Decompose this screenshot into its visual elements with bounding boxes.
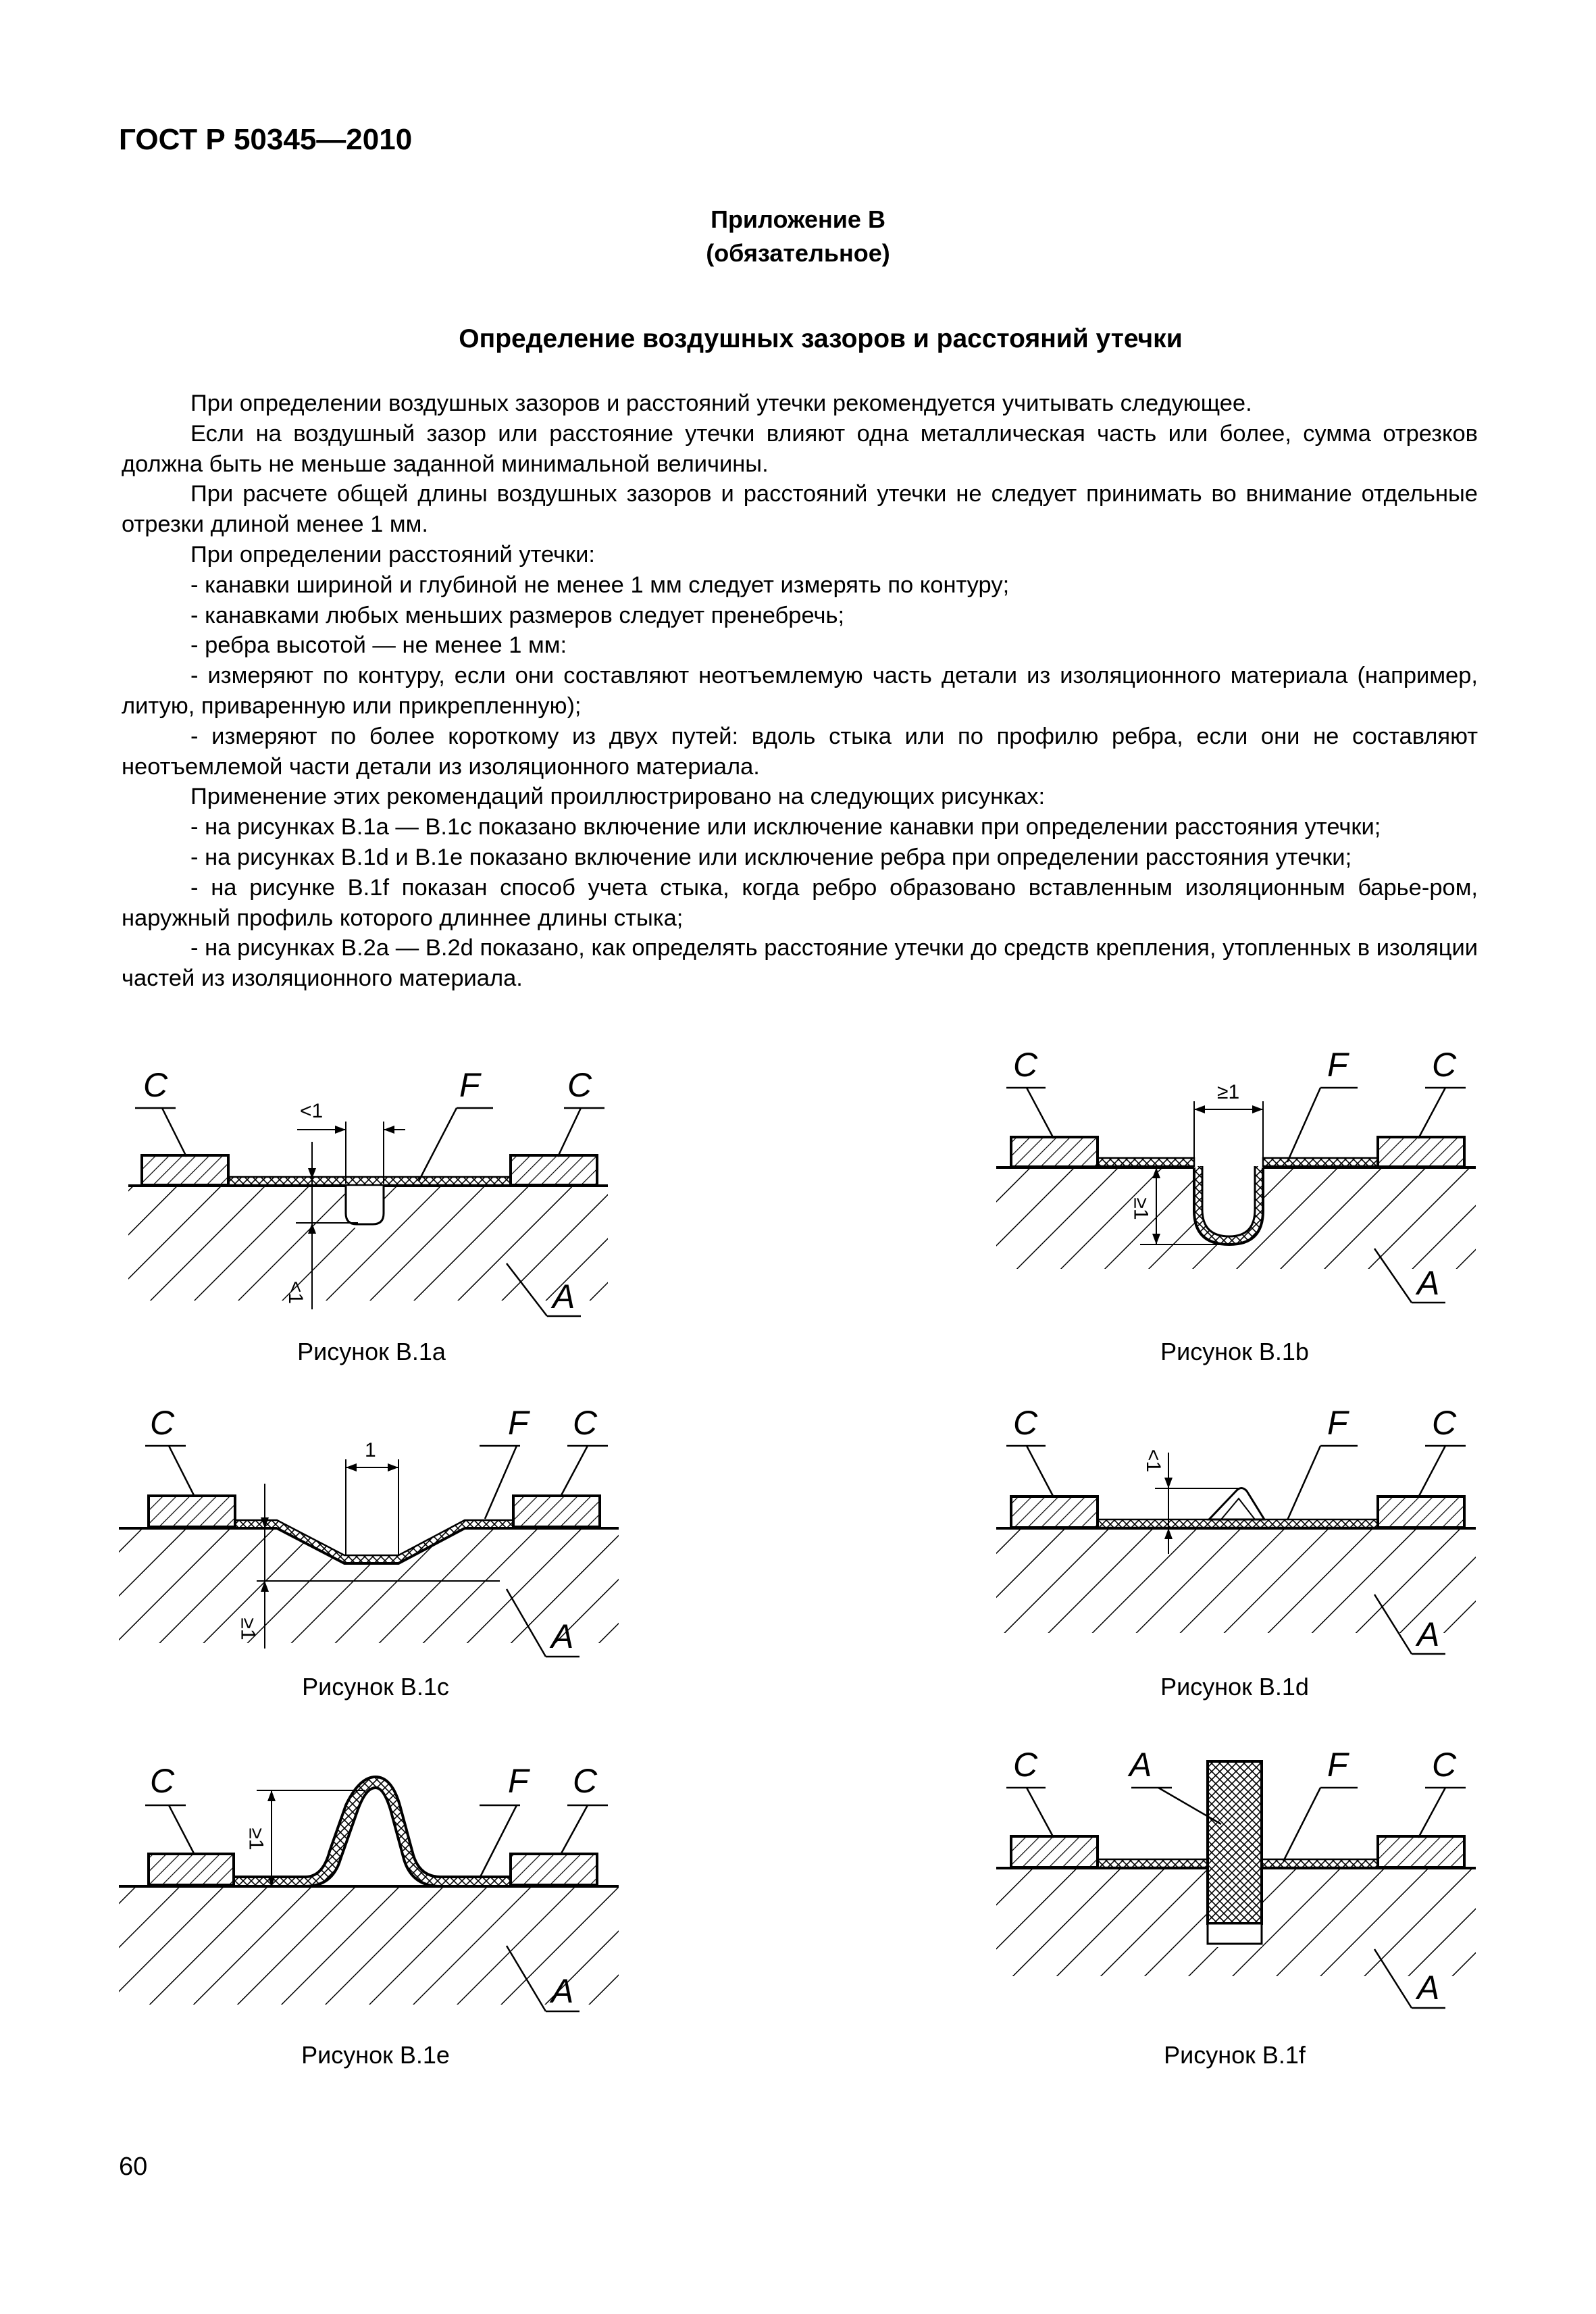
figure-b1a: [128, 1108, 608, 1316]
dim-height: <1: [1142, 1449, 1165, 1473]
label-a-barrier: A: [1129, 1746, 1152, 1784]
page-number: 60: [119, 2153, 148, 2181]
label-c-left: C: [150, 1762, 175, 1800]
dim-depth: ≥1: [236, 1617, 259, 1640]
label-c-left: C: [150, 1404, 175, 1442]
label-f: F: [508, 1762, 529, 1800]
appendix-status: (обязательное): [706, 239, 890, 267]
label-a: A: [1417, 1969, 1440, 2007]
label-c-left: C: [143, 1066, 168, 1104]
label-c-right: C: [567, 1066, 592, 1104]
paragraph: Применение этих рекомендаций проиллюстрировано на следующих рисунках:: [190, 784, 1046, 810]
paragraph: При расчете общей длины воздушных зазоров и расстояний утечки не следует принимать во внимание отдельные отрезки длиной менее 1 мм.: [122, 481, 1478, 538]
figure-caption: Рисунок В.1е: [301, 2041, 450, 2069]
figure-b1c: [119, 1446, 619, 1657]
label-f: F: [459, 1066, 480, 1104]
appendix-title: Приложение В: [711, 205, 885, 233]
label-f: F: [1327, 1746, 1348, 1784]
label-c-right: C: [1432, 1046, 1457, 1084]
dim-width: 1: [365, 1439, 376, 1461]
dim-height: ≥1: [244, 1828, 267, 1851]
dim-depth: <1: [284, 1280, 307, 1305]
list-item: - измеряют по контуру, если они составляют неотъемлемую часть детали из изоляционного материала (например, литую, приваренную или прикрепленную);: [122, 663, 1478, 719]
label-c-right: C: [573, 1404, 598, 1442]
label-c-right: C: [573, 1762, 598, 1800]
label-a: A: [551, 1972, 574, 2010]
section-title: Определение воздушных зазоров и расстояний утечки: [459, 324, 1183, 353]
label-a: A: [552, 1278, 575, 1315]
figure-b1f: [996, 1761, 1476, 2008]
label-c-right: C: [1432, 1746, 1457, 1784]
document-code: ГОСТ Р 50345—2010: [119, 123, 413, 156]
figure-b1b: [996, 1088, 1476, 1303]
figure-caption: Рисунок В.1f: [1164, 2041, 1306, 2069]
label-c-left: C: [1013, 1404, 1038, 1442]
figure-b1e: [119, 1777, 619, 2011]
list-item: - на рисунке В.1f показан способ учета стыка, когда ребро образовано вставленным изоляционным барье-ром, наружный профиль которого длиннее длины стыка;: [122, 874, 1478, 931]
list-item: - на рисунках В.1d и В.1е показано включение или исключение ребра при определении расстояния утечки;: [190, 844, 1352, 870]
paragraph: Если на воздушный зазор или расстояние утечки влияют одна металлическая часть или более, сумма отрезков должна быть не меньше заданной минимальной величины.: [122, 420, 1478, 477]
label-f: F: [508, 1404, 529, 1442]
label-f: F: [1327, 1046, 1348, 1084]
list-item: - измеряют по более короткому из двух путей: вдоль стыка или по профилю ребра, если они не составляют неотъемлемой части детали из изоляционного материала.: [122, 723, 1478, 780]
label-c-left: C: [1013, 1046, 1038, 1084]
label-c-left: C: [1013, 1746, 1038, 1784]
label-a: A: [551, 1617, 574, 1655]
label-f: F: [1327, 1404, 1348, 1442]
paragraph: При определении расстояний утечки:: [190, 541, 595, 568]
figure-caption: Рисунок В.1d: [1160, 1673, 1309, 1701]
figure-caption: Рисунок В.1b: [1160, 1338, 1309, 1365]
dim-width: ≥1: [1217, 1081, 1240, 1103]
figure-caption: Рисунок В.1с: [302, 1673, 449, 1701]
label-a: A: [1417, 1264, 1440, 1302]
paragraph: При определении воздушных зазоров и расстояний утечки рекомендуется учитывать следующее.: [190, 391, 1252, 416]
dim-depth: ≥1: [1129, 1197, 1152, 1220]
figure-b1d: [996, 1446, 1476, 1654]
label-a: A: [1417, 1615, 1440, 1653]
list-item: - на рисунках В.1а — В.1с показано включение или исключение канавки при определении расстояния утечки;: [190, 814, 1381, 840]
list-item: - канавки шириной и глубиной не менее 1 мм следует измерять по контуру;: [190, 572, 1010, 598]
list-item: - на рисунках В.2а — В.2d показано, как определять расстояние утечки до средств крепления, утопленных в изоляции частей из изоляционного материала.: [122, 935, 1478, 992]
figure-caption: Рисунок В.1а: [297, 1338, 446, 1365]
dim-width: <1: [300, 1100, 324, 1122]
list-item: - канавками любых меньших размеров следует пренебречь;: [190, 602, 845, 628]
list-item: - ребра высотой — не менее 1 мм:: [190, 632, 567, 659]
label-c-right: C: [1432, 1404, 1457, 1442]
